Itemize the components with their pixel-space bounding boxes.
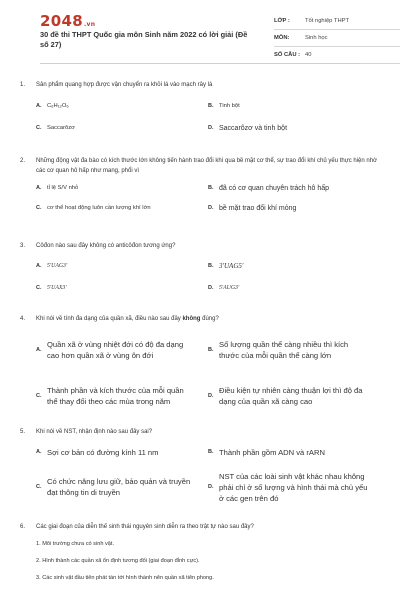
option-a[interactable] (36, 443, 208, 461)
option-b[interactable] (208, 182, 380, 194)
option-letter: C. (36, 393, 42, 399)
meta-mon-label: MÔN: (274, 35, 290, 41)
option-letter: A. (36, 263, 42, 269)
meta-socau-label: SỐ CÂU : (274, 52, 301, 58)
question-6 (20, 522, 380, 602)
brand-logo (40, 12, 95, 30)
question-number: 5. (20, 429, 26, 435)
option-letter: A. (36, 347, 42, 353)
option-b[interactable] (208, 443, 380, 461)
option-c[interactable] (36, 465, 208, 509)
option-letter: C. (36, 484, 42, 490)
question-number: 4. (20, 316, 26, 322)
option-text: Tinh bột (219, 103, 240, 109)
question-number: 2. (20, 158, 26, 164)
option-text: cơ thể hoạt động luôn cần lượng khí lớn (47, 205, 151, 211)
question-text: Côđon nào sau đây không có anticôđon tương ứng? (36, 243, 176, 249)
option-text: 5'AUG3' (219, 285, 240, 291)
option-letter: B. (208, 185, 214, 191)
question-text-part: đúng? (200, 316, 219, 322)
question-number: 6. (20, 524, 26, 530)
option-a[interactable] (36, 100, 208, 112)
question-text: Khi nói về NST, nhận định nào sau đây sai? (36, 429, 153, 435)
option-text: Saccarôzơ và tinh bột (219, 124, 288, 132)
option-text: Saccarôzơ (47, 125, 75, 131)
option-text: 5'UAX3' (47, 285, 67, 291)
option-d[interactable] (208, 122, 380, 134)
options (36, 182, 380, 214)
meta-socau-value: 40 (305, 52, 312, 58)
brand-suffix: .vn (83, 21, 96, 28)
meta-table (274, 13, 400, 64)
question-5 (20, 427, 380, 522)
option-text: tỉ lệ S/V nhỏ (47, 185, 79, 191)
option-letter: C. (36, 205, 42, 211)
option-letter: D. (208, 205, 214, 211)
ordered-items (36, 539, 380, 587)
option-letter: B. (208, 449, 214, 455)
option-d[interactable] (208, 282, 380, 294)
option-letter: D. (208, 393, 214, 399)
option-text: Điều kiện tự nhiên càng thuận lợi thì độ đa dạng của quần xã càng cao (219, 386, 363, 406)
meta-mon-value: Sinh học (305, 35, 328, 41)
question-list (20, 80, 380, 602)
question-text: Những động vật đa bào có kích thước lớn không tiến hành trao đổi khí qua bề mặt cơ thể, sự trao đổi khí chủ yếu thực hiện nhờ các cơ quan hô hấp như mang, phổi vì (36, 158, 378, 174)
meta-lop-value: Tốt nghiệp THPT (305, 18, 350, 24)
option-b[interactable] (208, 100, 380, 112)
meta-lop-label: LỚP : (274, 18, 290, 24)
option-b[interactable] (208, 329, 380, 371)
question-text-part: Khi nói về tính đa dạng của quần xã, điều nào sau đây (36, 316, 183, 322)
question-emphasis: không (182, 316, 201, 322)
question-2 (20, 156, 380, 241)
option-letter: D. (208, 484, 214, 490)
option-d[interactable] (208, 202, 380, 214)
option-letter: B. (208, 347, 214, 353)
option-a[interactable] (36, 182, 208, 194)
option-b[interactable] (208, 260, 380, 272)
options (36, 329, 380, 417)
option-letter: C. (36, 285, 42, 291)
option-d[interactable] (208, 465, 380, 509)
option-letter: A. (36, 185, 42, 191)
option-a[interactable] (36, 329, 208, 371)
option-c[interactable] (36, 375, 208, 417)
option-c[interactable] (36, 202, 208, 214)
question-1 (20, 80, 380, 156)
question-text: Các giai đoạn của diễn thế sinh thái nguyên sinh diễn ra theo trật tự nào sau đây? (36, 524, 254, 530)
option-letter: C. (36, 125, 42, 131)
option-letter: B. (208, 103, 214, 109)
option-text: Thành phần gồm ADN và rARN (219, 447, 325, 457)
option-text: bề mặt trao đổi khí mỏng (219, 204, 297, 212)
question-3 (20, 241, 380, 314)
option-d[interactable] (208, 375, 380, 417)
option-text: Sợi cơ bản có đường kính 11 nm (47, 447, 159, 457)
option-text: Thành phần và kích thước của mỗi quần thể thay đổi theo các mùa trong năm (47, 386, 184, 406)
option-c[interactable] (36, 282, 208, 294)
option-letter: A. (36, 103, 42, 109)
option-a[interactable] (36, 260, 208, 272)
meta-row-lop (274, 13, 400, 30)
option-text: đã có cơ quan chuyên trách hô hấp (219, 184, 330, 192)
list-item: 3. Các sinh vật đầu tiên phát tán tới hình thành nên quần xã tiên phong. (36, 575, 214, 581)
header (20, 0, 380, 64)
question-4 (20, 314, 380, 427)
header-divider (40, 63, 360, 64)
options (36, 100, 380, 134)
option-letter: D. (208, 285, 214, 291)
option-letter: D. (208, 125, 214, 131)
option-text: 5'UAG3' (47, 263, 68, 269)
question-text: Sản phẩm quang hợp được vận chuyển ra khỏi lá vào mạch rây là (36, 82, 213, 88)
option-letter: B. (208, 263, 214, 269)
option-text: 3'UAG5' (219, 261, 244, 270)
meta-row-socau (274, 47, 400, 64)
question-text (36, 314, 380, 324)
question-number: 3. (20, 243, 26, 249)
list-item: 2. Hình thành các quần xã ổn định tương đối (giai đoạn đỉnh cực). (36, 558, 200, 564)
brand-name: 2048 (40, 12, 83, 30)
meta-row-mon (274, 30, 400, 47)
list-item: 1. Môi trường chưa có sinh vật. (36, 541, 115, 547)
document-title: 30 đề thi THPT Quốc gia môn Sinh năm 2022 có lời giải (Đề số 27) (40, 30, 248, 49)
option-text: Có chức năng lưu giữ, bảo quản và truyền đạt thông tin di truyền (47, 477, 191, 497)
option-text: C₆H₁₂O₆ (47, 103, 69, 109)
option-c[interactable] (36, 122, 208, 134)
option-text: NST của các loài sinh vật khác nhau không phải chỉ ở số lượng và hình thái mà chủ yếu ở các gen trên đó (219, 471, 368, 503)
option-text: Số lượng quần thể càng nhiều thì kích thước của mỗi quần thể càng lớn (219, 340, 349, 360)
options (36, 260, 380, 294)
option-text: Quần xã ở vùng nhiệt đới có độ đa dạng cao hơn quần xã ở vùng ôn đới (47, 340, 184, 360)
option-letter: A. (36, 449, 42, 455)
question-number: 1. (20, 82, 26, 88)
options (36, 443, 380, 509)
